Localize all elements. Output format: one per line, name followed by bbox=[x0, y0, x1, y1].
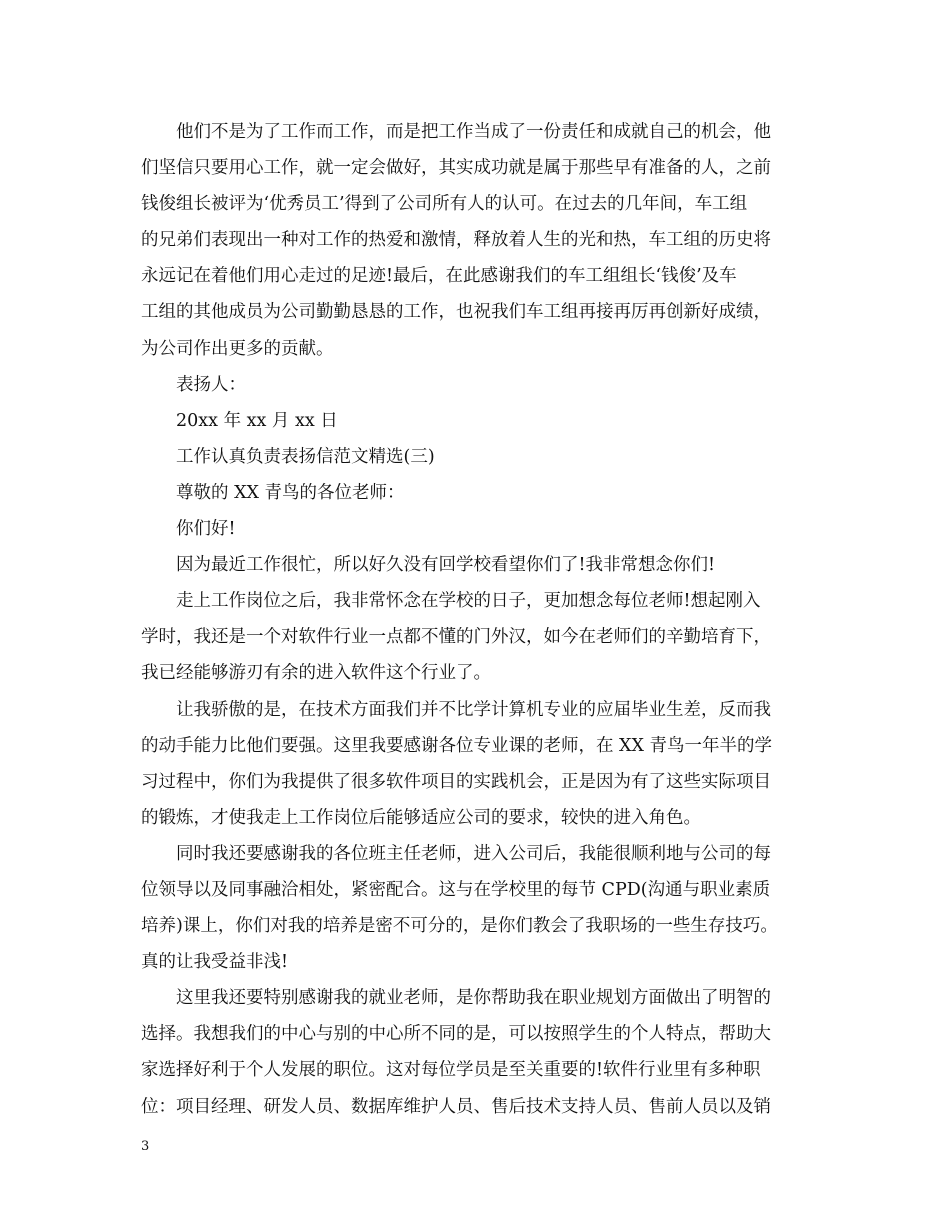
text-line: 钱俊组长被评为‘优秀员工’得到了公司所有人的认可。在过去的几年间，车工组 bbox=[141, 194, 748, 215]
text-line: 让我骄傲的是，在技术方面我们并不比学计算机专业的应届毕业生差，反而我 bbox=[176, 699, 771, 720]
text-line: 这里我还要特别感谢我的就业老师，是你帮助我在职业规划方面做出了明智的 bbox=[176, 988, 771, 1009]
text-line: 的兄弟们表现出一种对工作的热爱和激情，释放着人生的光和热，车工组的历史将 bbox=[141, 230, 771, 251]
text-line: 20xx 年 xx 月 xx 日 bbox=[176, 410, 338, 431]
text-line: 工组的其他成员为公司勤勤恳恳的工作，也祝我们车工组再接再厉再创新好成绩， bbox=[141, 302, 771, 323]
text-line: 你们好! bbox=[176, 519, 236, 540]
text-line: 位领导以及同事融洽相处，紧密配合。这与在学校里的每节 CPD(沟通与职业素质 bbox=[141, 879, 771, 900]
text-line: 因为最近工作很忙，所以好久没有回学校看望你们了!我非常想念你们! bbox=[176, 555, 716, 576]
text-line: 尊敬的 XX 青鸟的各位老师： bbox=[176, 482, 405, 503]
text-line: 们坚信只要用心工作，就一定会做好，其实成功就是属于那些早有准备的人，之前 bbox=[141, 158, 771, 179]
page-number: 3 bbox=[141, 1139, 150, 1154]
text-line: 的动手能力比他们要强。这里我要感谢各位专业课的老师，在 XX 青鸟一年半的学 bbox=[141, 735, 773, 756]
text-line: 他们不是为了工作而工作，而是把工作当成了一份责任和成就自己的机会，他 bbox=[176, 122, 771, 142]
text-line: 走上工作岗位之后，我非常怀念在学校的日子，更加想念每位老师!想起刚入 bbox=[176, 591, 761, 612]
text-line: 同时我还要感谢我的各位班主任老师，进入公司后，我能很顺利地与公司的每 bbox=[176, 843, 771, 864]
text-line: 为公司作出更多的贡献。 bbox=[141, 338, 334, 359]
text-line: 习过程中，你们为我提供了很多软件项目的实践机会，正是因为有了这些实际项目 bbox=[141, 771, 771, 792]
text-line: 永远记在着他们用心走过的足迹!最后，在此感谢我们的车工组组长‘钱俊’及车 bbox=[141, 266, 737, 287]
text-line: 表扬人： bbox=[176, 374, 246, 395]
body-text bbox=[141, 114, 821, 1125]
text-line: 培养)课上，你们对我的培养是密不可分的，是你们教会了我职场的一些生存技巧。 bbox=[141, 916, 778, 937]
text-line: 位：项目经理、研发人员、数据库维护人员、售后技术支持人员、售前人员以及销 bbox=[141, 1096, 771, 1117]
text-line: 家选择好利于个人发展的职位。这对每位学员是至关重要的!软件行业里有多种职 bbox=[141, 1060, 761, 1081]
text-line: 的锻炼，才使我走上工作岗位后能够适应公司的要求，较快的进入角色。 bbox=[141, 807, 701, 828]
text-line: 选择。我想我们的中心与别的中心所不同的是，可以按照学生的个人特点，帮助大 bbox=[141, 1024, 771, 1045]
text-line: 我已经能够游刃有余的进入软件这个行业了。 bbox=[141, 663, 491, 684]
text-line: 工作认真负责表扬信范文精选(三) bbox=[176, 446, 435, 467]
text-line: 真的让我受益非浅! bbox=[141, 952, 289, 973]
text-line: 学时，我还是一个对软件行业一点都不懂的门外汉，如今在老师们的辛勤培育下， bbox=[141, 627, 771, 648]
